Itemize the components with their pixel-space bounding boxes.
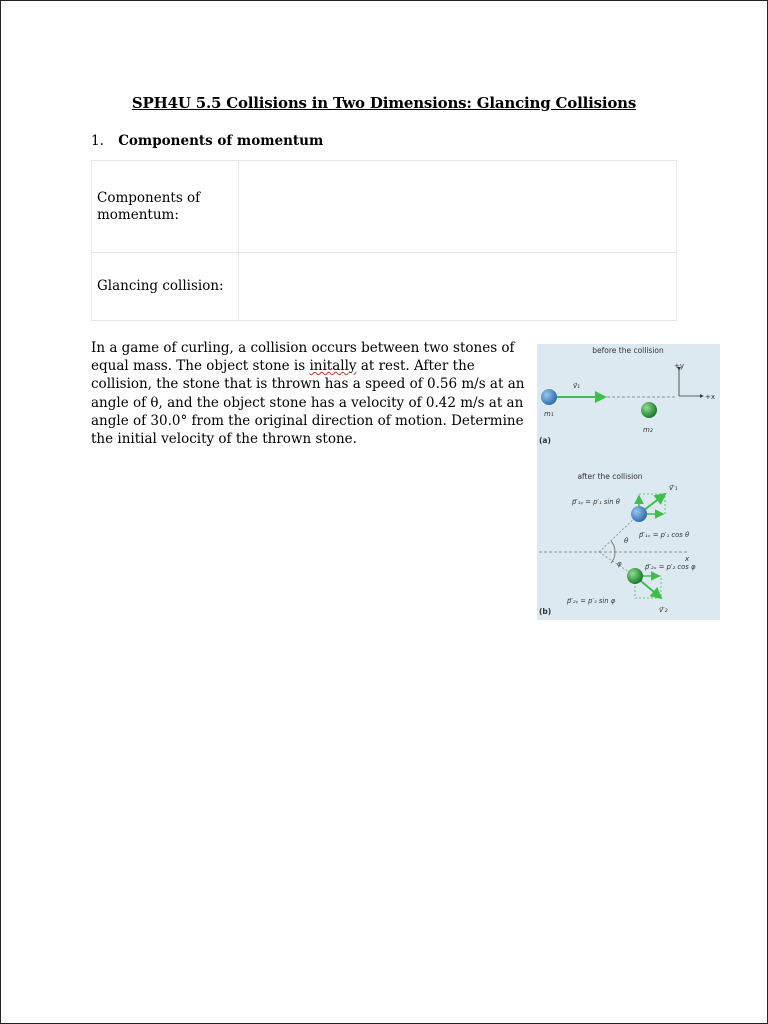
x-axis-label: +x [705, 393, 716, 401]
table-label-momentum-components: Components of momentum: [92, 161, 239, 253]
table-label-glancing-collision: Glancing collision: [92, 253, 239, 321]
p2y-label: p⃗′₂ᵧ = p′₂ sin φ [567, 597, 616, 605]
collision-diagram [537, 344, 720, 620]
problem-text-end: at rest. After the collision, the stone that is thrown has a speed of 0.56 m/s at an angle of θ, and the object stone has a velocity of 0.42 m/s at an angle of 30.0° from the original direction of motion. Determine the initial velocity of the thrown stone. [91, 358, 525, 448]
section-number: 1. [91, 133, 104, 149]
phi-label: φ [617, 560, 622, 568]
definitions-table [91, 160, 677, 321]
theta-arc [611, 541, 615, 552]
collision-figure [537, 344, 720, 620]
m1-label: m₁ [544, 410, 554, 418]
stone-m1 [541, 389, 557, 405]
p1y-label: p⃗′₁ᵧ = p′₁ sin θ [572, 498, 620, 506]
misspelled-word: initally [309, 358, 357, 375]
v1-after-label: v⃗′₁ [669, 484, 678, 492]
problem-text [91, 339, 531, 448]
theta-label: θ [624, 537, 629, 545]
m2-label: m₂ [643, 426, 653, 434]
document-title: SPH4U 5.5 Collisions in Two Dimensions: Glancing Collisions [131, 94, 637, 112]
panel-b-title: after the collision [577, 472, 643, 481]
p2x-label: p⃗′₂ₓ = p′₂ cos φ [645, 563, 696, 571]
panel-a-label: (a) [539, 436, 551, 445]
stone-m2 [641, 402, 657, 418]
panel-a-title: before the collision [592, 346, 664, 355]
section-heading [91, 133, 323, 149]
stone-m2-after [627, 568, 643, 584]
table-row [92, 253, 677, 321]
x-label: x [685, 555, 690, 563]
problem-text-start: In a game of curling, a collision occurs between two stones of equal mass. The object stone is [91, 340, 515, 375]
section-title: Components of momentum [118, 133, 324, 149]
path-1-dash [599, 514, 639, 552]
panel-b-label: (b) [539, 607, 552, 616]
table-answer-cell[interactable] [239, 253, 677, 321]
v2-after-label: v⃗′₂ [659, 606, 668, 614]
table-answer-cell[interactable] [239, 161, 677, 253]
table-row [92, 161, 677, 253]
stone-m1-after [631, 506, 647, 522]
v1-label: v⃗₁ [573, 382, 580, 390]
p1x-label: p⃗′₁ₓ = p′₁ cos θ [639, 531, 690, 539]
y-axis-label: +y [674, 362, 685, 370]
